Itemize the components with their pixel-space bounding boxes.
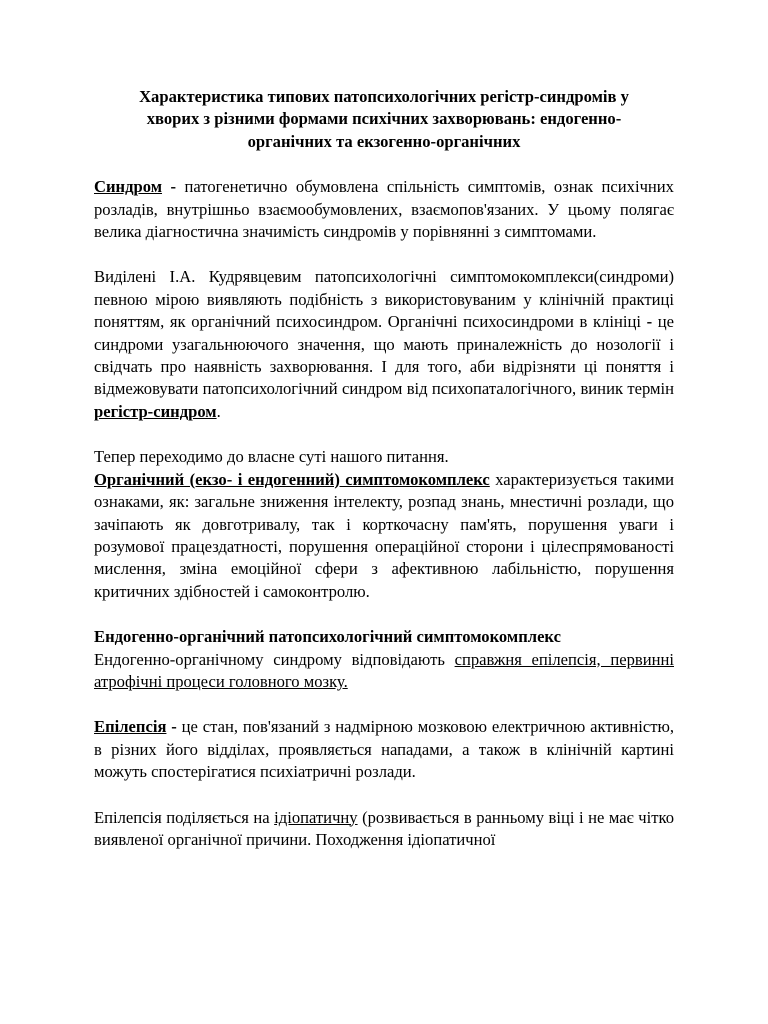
paragraph-syndrome-definition bbox=[94, 176, 674, 243]
title-line: Характеристика типових патопсихологічних регістр-синдромів у bbox=[139, 87, 629, 106]
paragraph-text: характеризується такими ознаками, як: загальне зниження інтелекту, розпад знань, мнестичні розлади, що зачіпають як довготривалу, так і корткочасну пам'ять, порушення уваги і розумової працездатності, порушення операційної сторони і цілеспрямованості мислення, зміна емоційної сфери з афективною лабільністю, порушення критичних здібностей і самоконтролю. bbox=[94, 469, 674, 601]
paragraph-organic-complex bbox=[94, 469, 674, 603]
term-register-syndrome: регістр-синдром bbox=[94, 401, 217, 421]
dash: - bbox=[166, 717, 182, 737]
dash: - bbox=[162, 177, 185, 197]
term-idiopathic: ідіопатичну bbox=[274, 807, 358, 827]
definition-text: це стан, пов'язаний з надмірною мозковою електричною активністю, в різних його відділах, проявляється нападами, а також в клінічній картині можуть спостерігатися психіатричні розлади. bbox=[94, 717, 675, 782]
paragraph-text: це синдроми узагальнюючого значення, що мають приналежність до нозології і свідчать про наявність захворювання. І для того, аби відрізняти ці поняття і відмежовувати патопсихологічний синдром від психопаталогічного, виник термін bbox=[94, 312, 674, 399]
paragraph-text: Епілепсія поділяється на bbox=[94, 807, 275, 827]
definition-text: патогенетично обумовлена спільність симптомів, ознак психічних розладів, внутрішньо взаємообумовлених, взаємопов'язаних. У цьому полягає велика діагностична значимість синдромів у порівнянні з симптомами. bbox=[94, 177, 674, 242]
title-line: хворих з різними формами психічних захворювань: ендогенно- bbox=[146, 109, 622, 129]
underlined-conditions: справжня епілепсія, первинні атрофічні процеси головного мозку. bbox=[94, 649, 674, 691]
intro-text: Тепер переходимо до власне суті нашого питання. bbox=[94, 447, 449, 467]
document-page bbox=[94, 86, 674, 851]
paragraph-intro bbox=[94, 446, 674, 468]
paragraph-kudryavtsev bbox=[94, 266, 674, 423]
paragraph-epilepsy-types bbox=[94, 807, 674, 852]
paragraph-endogenous-organic bbox=[94, 649, 674, 694]
term-epilepsy: Епілепсія bbox=[94, 717, 167, 737]
document-title bbox=[94, 86, 674, 153]
paragraph-epilepsy-definition bbox=[94, 716, 674, 783]
term-syndrome: Синдром bbox=[94, 177, 163, 197]
term-organic-complex: Органічний (екзо- і ендогенний) симптомокомплекс bbox=[94, 469, 490, 489]
paragraph-text: (розвивається в ранньому віці і не має чітко виявленої органічної причини. Походження ідіопатичної bbox=[94, 807, 674, 849]
paragraph-text: Виділені І.А. Кудрявцевим патопсихологічні симптомокомплекси(синдроми) певною мірою виявляють подібність з використовуваним у клінічній практиці поняттям, як органічний психосиндром. Органічні психосиндроми в клініці bbox=[94, 267, 674, 332]
paragraph-text: Ендогенно-органічному синдрому відповідають bbox=[94, 649, 455, 669]
dash: - bbox=[646, 312, 653, 332]
period: . bbox=[216, 401, 221, 421]
section-heading-endogenous-organic: Ендогенно-органічний патопсихологічний симптомокомплекс bbox=[94, 627, 561, 647]
title-line: органічних та екзогенно-органічних bbox=[247, 131, 521, 151]
